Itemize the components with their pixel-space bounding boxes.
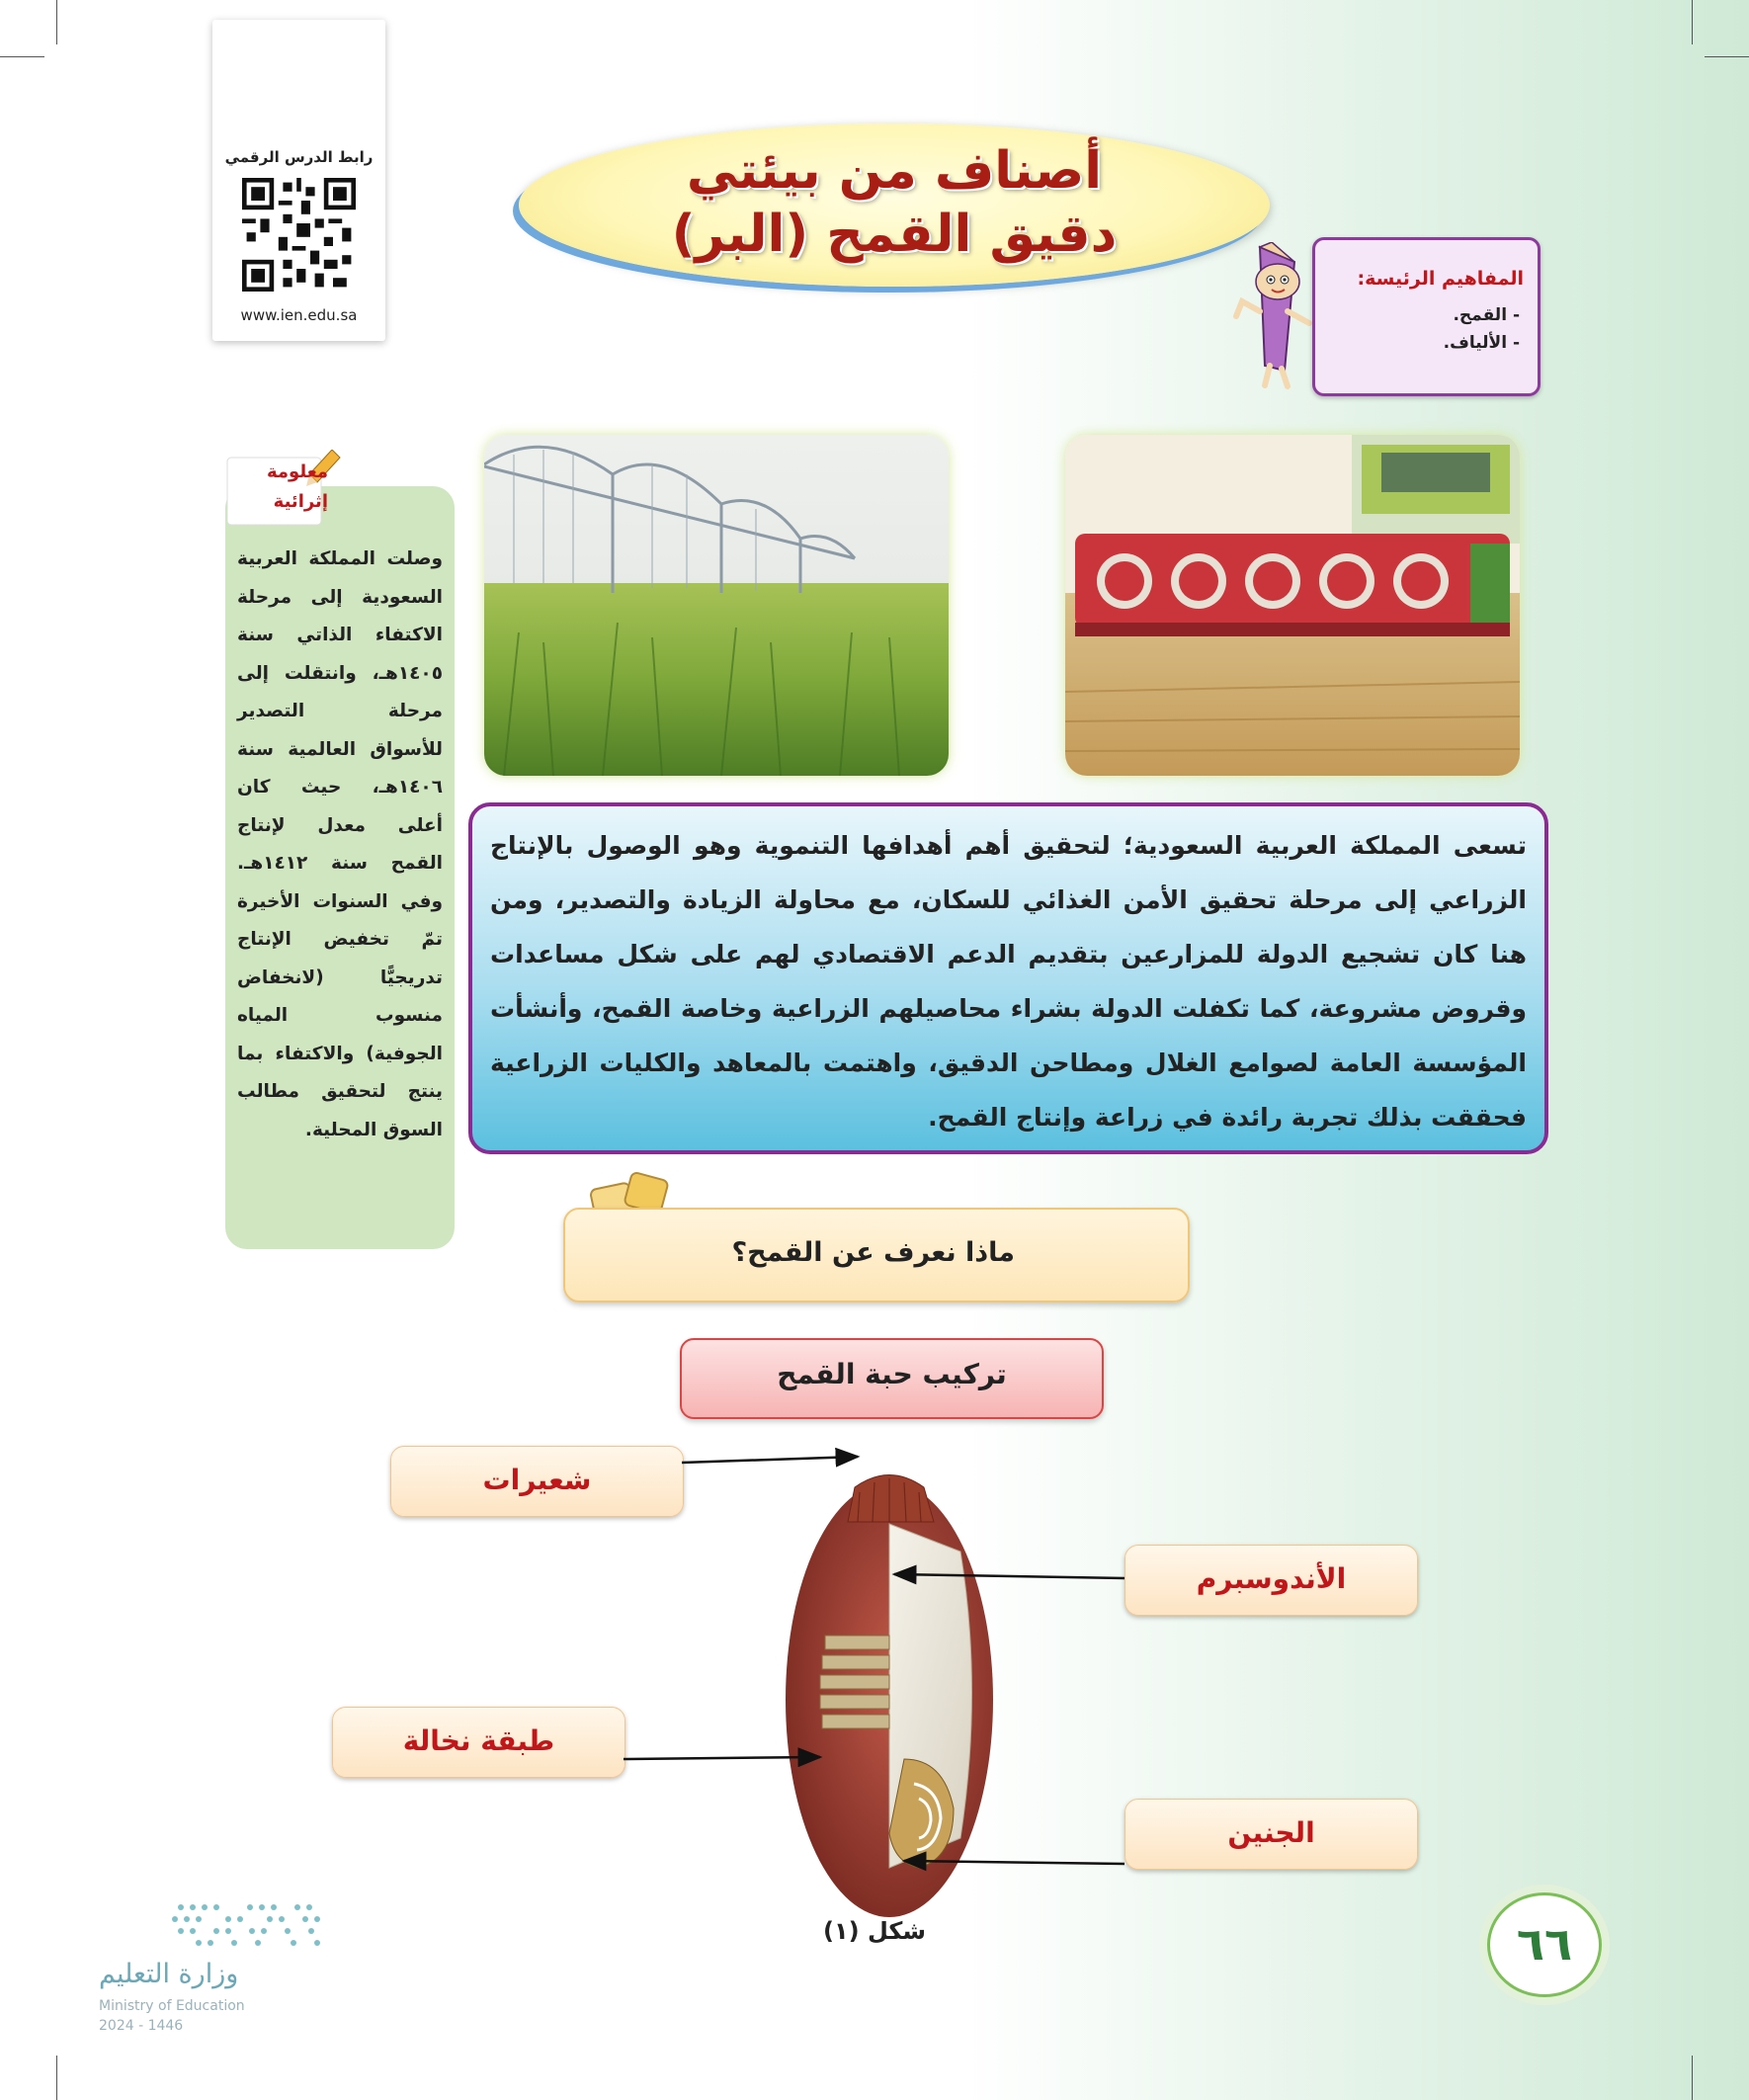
page-number: ٦٦ — [1516, 1917, 1573, 1971]
label-embryo-text: الجنين — [1227, 1816, 1315, 1849]
label-bran-text: طبقة نخالة — [402, 1724, 555, 1757]
lesson-title-line-2: دقيق القمح (البر) — [671, 205, 1118, 264]
grain-structure-title: تركيب حبة القمح — [777, 1358, 1007, 1390]
key-concepts-heading: المفاهيم الرئيسة: — [1357, 268, 1524, 290]
qr-url[interactable]: www.ien.edu.sa — [240, 306, 358, 324]
what-we-know-title: ماذا نعرف عن القمح؟ — [731, 1237, 1015, 1268]
page-number-badge — [1487, 1892, 1602, 1997]
enrichment-info-text: وصلت المملكة العربية السعودية إلى مرحلة الاكتفاء الذاتي سنة ١٤٠٥هـ، وانتقلت إلى مرحلة التصدير للأسواق العالمية سنة ١٤٠٦هـ، حيث كان أعلى معدل لإنتاج القمح سنة ١٤١٢هـ. وفي السنوات الأخيرة تمّ تخفيض الإنتاج تدريجيًّا (لانخفاض منسوب المياه الجوفية) والاكتفاء بما ينتج لتحقيق مطالب السوق المحلية. — [237, 548, 443, 1140]
label-endosperm-text: الأندوسبرم — [1196, 1562, 1347, 1595]
ministry-logo — [94, 1897, 331, 2036]
enrichment-tag-line-2: إثرائية — [273, 491, 328, 512]
ministry-arabic-name: وزارة التعليم — [99, 1959, 239, 1989]
lesson-title-line-1: أصناف من بيئتي — [686, 141, 1103, 201]
ministry-dots-icon — [171, 1897, 329, 1957]
concept-item: - القمح. — [1453, 305, 1520, 325]
figure-caption: شكل (١) — [823, 1917, 926, 1945]
enrichment-tag-line-1: معلومة — [267, 462, 328, 482]
label-hairs-text: شعيرات — [482, 1464, 592, 1496]
qr-title: رابط الدرس الرقمي — [224, 148, 374, 166]
ministry-year: 2024 - 1446 — [99, 2018, 184, 2034]
concept-item: - الألياف. — [1443, 333, 1520, 353]
ministry-english-name: Ministry of Education — [99, 1998, 245, 2014]
main-paragraph: تسعى المملكة العربية السعودية؛ لتحقيق أهم أهدافها التنموية وهو الوصول بالإنتاج الزراعي إلى مرحلة تحقيق الأمن الغذائي للسكان، مع محاولة الزيادة والتصدير، ومن هنا كان تشجيع الدولة للمزارعين بتقديم الدعم الاقتصادي لهم على شكل مساعدات وقروض مشروعة، كما تكفلت الدولة بشراء محاصيلهم الزراعية وخاصة القمح، وأنشأت المؤسسة العامة لصوامع الغلال ومطاحن الدقيق، واهتمت بالمعاهد والكليات الزراعية فحققت بذلك تجربة رائدة في زراعة وإنتاج القمح. — [490, 831, 1527, 1132]
